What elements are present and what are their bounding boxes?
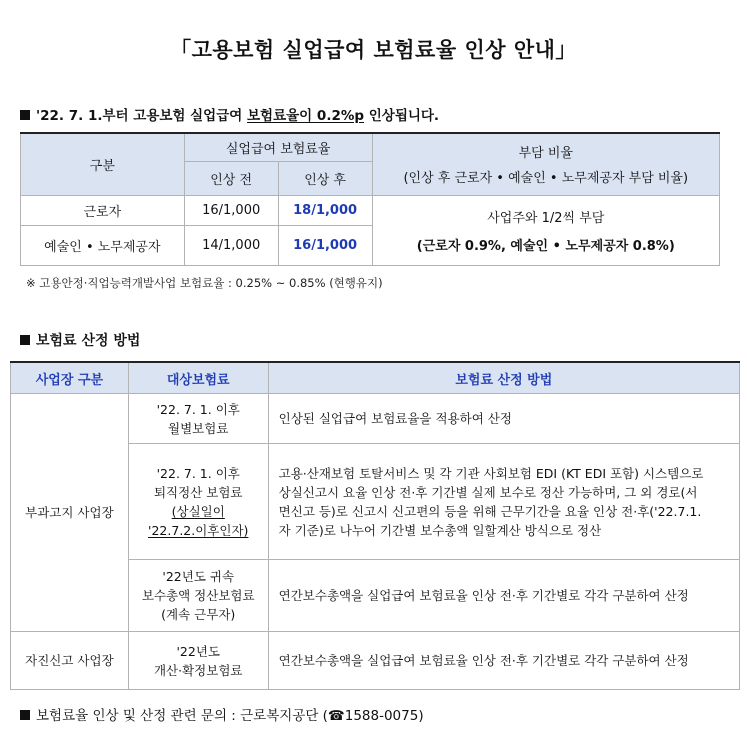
target-cell — [128, 632, 268, 690]
share-cell — [372, 195, 719, 265]
header-before: 인상 전 — [184, 161, 278, 195]
target-line: '22년도 — [176, 643, 220, 659]
group-self-report: 자진신고 사업장 — [11, 632, 129, 690]
method-line: 고용·산재보험 토탈서비스 및 각 기관 사회보험 EDI (KT EDI 포함) 시스템으로 — [278, 465, 704, 481]
header-after: 인상 후 — [278, 161, 372, 195]
section2-heading — [20, 330, 140, 350]
bullet-square-icon — [20, 710, 30, 720]
share-line2: (근로자 0.9%, 예술인 • 노무제공자 0.8%) — [416, 238, 675, 254]
header-rate: 실업급여 보험료율 — [184, 133, 372, 161]
header-method: 보험료 산정 방법 — [268, 362, 739, 394]
header-target-premium: 대상보험료 — [128, 362, 268, 394]
contact-footer — [20, 704, 424, 724]
section1-prefix: '22. 7. 1.부터 고용보험 실업급여 — [36, 108, 248, 124]
method-line: 면신고 등)로 신고시 신고편의 등을 위해 근무기간을 요율 인상 전·후('22.7.1. — [278, 503, 702, 519]
row-after: 18/1,000 — [278, 195, 372, 225]
rate-table — [20, 132, 720, 266]
method-cell — [268, 444, 739, 560]
target-line: 퇴직정산 보험료 — [153, 484, 243, 500]
calculation-table — [10, 361, 740, 690]
page-title: 「고용보험 실업급여 보험료율 인상 안내」 — [170, 38, 577, 62]
header-share — [372, 133, 719, 195]
bullet-square-icon — [20, 110, 30, 120]
section1-suffix: 인상됩니다. — [364, 108, 440, 124]
table-row — [21, 195, 720, 225]
method-line: 상실신고시 요율 인상 전·후 기간별 실제 보수로 정산 가능하며, 그 외 경로(서 — [278, 484, 698, 500]
target-line: 월별보험료 — [168, 420, 229, 436]
table-row — [11, 632, 740, 690]
bullet-square-icon — [20, 335, 30, 345]
row-category: 예술인 • 노무제공자 — [21, 225, 185, 265]
header-share-title: 부담 비율 — [518, 146, 573, 162]
target-line: '22. 7. 1. 이후 — [156, 465, 240, 481]
target-cell — [128, 560, 268, 632]
section1-underlined: 보험료율이 0.2%p — [247, 108, 365, 124]
header-share-sub: (인상 후 근로자 • 예술인 • 노무제공자 부담 비율) — [403, 171, 689, 187]
method-cell: 연간보수총액을 실업급여 보험료율 인상 전·후 기간별로 각각 구분하여 산정 — [268, 632, 739, 690]
row-category: 근로자 — [21, 195, 185, 225]
row-before: 14/1,000 — [184, 225, 278, 265]
target-line: 보수총액 정산보험료 — [141, 588, 255, 603]
method-cell: 인상된 실업급여 보험료율을 적용하여 산정 — [268, 394, 739, 444]
section1-heading — [20, 104, 439, 124]
header-workplace-type: 사업장 구분 — [11, 362, 129, 394]
section2-title: 보험료 산정 방법 — [36, 333, 141, 349]
footer-text: 보험료율 인상 및 산정 관련 문의 : 근로복지공단 (☎1588-0075) — [36, 708, 424, 724]
target-line: 개산·확정보험료 — [153, 662, 243, 678]
target-cell — [128, 394, 268, 444]
rate-note: ※ 고용안정·직업능력개발사업 보험료율 : 0.25% ~ 0.85% (현행유지) — [26, 276, 383, 290]
method-cell: 연간보수총액을 실업급여 보험료율 인상 전·후 기간별로 각각 구분하여 산정 — [268, 560, 739, 632]
target-cell — [128, 444, 268, 560]
target-line: '22. 7. 1. 이후 — [156, 401, 240, 417]
header-category: 구분 — [21, 133, 185, 195]
target-line: '22.7.2.이후인자) — [148, 522, 249, 538]
row-after: 16/1,000 — [278, 225, 372, 265]
method-line: 자 기준)로 나누어 기간별 보수총액 일할계산 방식으로 정산 — [278, 522, 602, 538]
target-line: '22년도 귀속 — [162, 569, 235, 584]
row-before: 16/1,000 — [184, 195, 278, 225]
table-row — [11, 394, 740, 444]
target-line: (상실일이 — [171, 503, 225, 519]
group-imposed: 부과고지 사업장 — [11, 394, 129, 632]
share-line1: 사업주와 1/2씩 부담 — [487, 210, 605, 226]
target-line: (계속 근무자) — [161, 607, 236, 622]
